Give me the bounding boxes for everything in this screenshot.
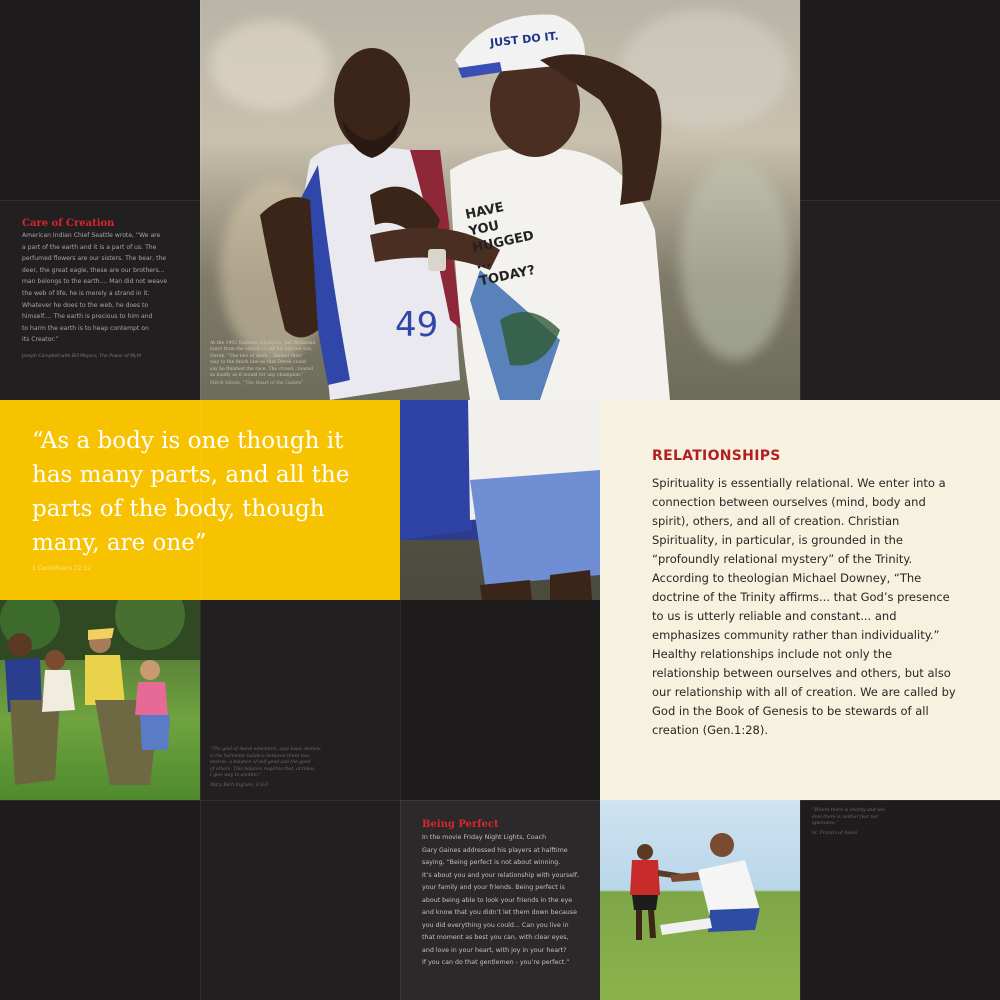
soccer-illustration — [600, 800, 800, 1000]
grid-cell — [400, 600, 600, 800]
caption-credit: Mitch Albom, “The Heart of the Games” — [210, 381, 304, 387]
grid-cell — [0, 800, 200, 1000]
perfect-line: If you can do that gentlemen - you’re perfect.” — [422, 959, 570, 966]
kids-sack-race-photo — [0, 600, 200, 800]
perfect-line: It’s about you and your relationship with yourself, — [422, 871, 580, 879]
care-line: a part of the earth and it is a part of us. The — [22, 243, 157, 251]
perfect-line: about being able to look your friends in the eye — [422, 896, 573, 904]
caption-line: say he finished the race. The crowd...roared — [210, 366, 313, 372]
perfect-line: your family and your friends. Being perfect is — [422, 884, 565, 891]
perfect-line: saying, “Being perfect is not about winning. — [422, 859, 561, 866]
caption-line: way to the finish line so that Derek could — [210, 360, 306, 366]
shirt-text: HAVE YOU HUGGED ... TODAY? — [464, 200, 537, 290]
care-line: himself.... The earth is precious to him and — [22, 313, 153, 321]
quote-credit: Mary Beth Ingham, O.S.F. — [210, 782, 269, 788]
francis-quote — [812, 808, 922, 837]
quote-line: I give way to another.” — [210, 773, 262, 778]
care-line: its Creator.” — [22, 336, 59, 344]
photo-caption — [210, 341, 330, 388]
being-perfect-body — [422, 832, 592, 970]
grid-cell — [800, 0, 1000, 200]
caption-line: Derek. “The two of them... limbed their — [210, 353, 302, 359]
quote-line: dom there is neither fear nor — [812, 814, 879, 820]
quote-line: “Where there is charity and wis- — [812, 808, 887, 813]
scripture-quote: “As a body is one though it has many parts, and all the parts of the body, though many, are one” — [32, 428, 350, 556]
quote-line: of others. This balance requires that, at times, — [210, 766, 316, 772]
relationships-body: Spirituality is essentially relational. We enter into a connection between ourselves (mind, body and spirit), others, and all of creation. Christian Spirituality, in particular, is grounded in the “profoundly relational mystery” of the Trinity. According to theologian Michael Downey, “The doctrine of the Trinity affirms... that God’s presence to us is utterly reliable and constant... and emphasizes community rather than individuality.” Healthy relationships include not only the relationship between ourselves and others, but also our relationship with all of creation. We are called by God in the Book of Genesis to be stewards of all creation (Gen.1:28). — [652, 476, 956, 737]
grid-divider — [0, 800, 1000, 801]
kids-illustration — [0, 600, 200, 800]
perfect-line: In the movie Friday Night Lights, Coach — [422, 834, 547, 841]
caption-line: burst from the stands to aid his injured son, — [210, 347, 313, 353]
quote-credit: St. Francis of Assisi — [812, 830, 858, 836]
hero-photo — [200, 0, 800, 400]
grid-cell — [800, 200, 1000, 400]
quote-line: desires: a balance of self-good and the good — [210, 760, 311, 765]
care-line: American Indian Chief Seattle wrote, “We are — [22, 232, 161, 239]
care-line: to harm the earth is to heap contempt on — [22, 324, 149, 332]
perfect-line: you did everything you could... Can you live in — [422, 921, 569, 929]
caption-line: as loudly as it would for any champion.” — [210, 373, 304, 379]
soccer-photo — [600, 800, 800, 1000]
grid-divider — [0, 200, 200, 201]
perfect-line: and know that you didn’t let them down because — [422, 909, 577, 916]
hero-photo-lower — [400, 400, 600, 600]
perfect-line: that moment as best you can, with clear eyes, — [422, 934, 569, 941]
grid-cell — [0, 0, 200, 200]
care-line: Whatever he does to the web, he does to — [22, 301, 149, 309]
grid-cell — [200, 800, 400, 1000]
quote-line: “The goal of moral education, says Isaac Asimov, — [210, 747, 322, 752]
grid-divider — [800, 200, 1000, 201]
relationships-title: RELATIONSHIPS — [652, 448, 781, 464]
hat-text: JUST DO IT. — [489, 29, 560, 50]
care-line: the web of life, he is merely a strand in it. — [22, 289, 150, 297]
care-line: man belongs to the earth.... Man did not weave — [22, 278, 168, 286]
caption-line: At the 1992 Summer Olympics, Jim Redmond — [210, 341, 316, 346]
quote-line: ignorance.” — [812, 821, 839, 826]
care-title: Care of Creation — [22, 218, 115, 229]
care-credit: Joseph Campbell with Bill Moyers, The Power of Myth — [22, 354, 142, 359]
care-line: deer, the great eagle, these are our brothers... — [22, 266, 165, 274]
being-perfect-title: Being Perfect — [422, 819, 499, 830]
legs-illustration — [400, 400, 600, 600]
balance-quote — [210, 747, 335, 789]
care-line: perfumed flowers are our sisters. The bear, the — [22, 255, 167, 263]
quote-line: is the harmonic balance between these two — [210, 753, 310, 759]
grid-divider — [800, 0, 801, 1000]
perfect-line: and love in your heart, with joy in your heart? — [422, 946, 567, 954]
bib-number: 49 — [395, 305, 439, 345]
care-body — [22, 230, 192, 346]
perfect-line: Gary Gaines addressed his players at halftime — [422, 846, 568, 854]
grid-divider — [200, 0, 201, 1000]
scripture-reference: 1 Corinthians 12:12 — [32, 565, 92, 572]
